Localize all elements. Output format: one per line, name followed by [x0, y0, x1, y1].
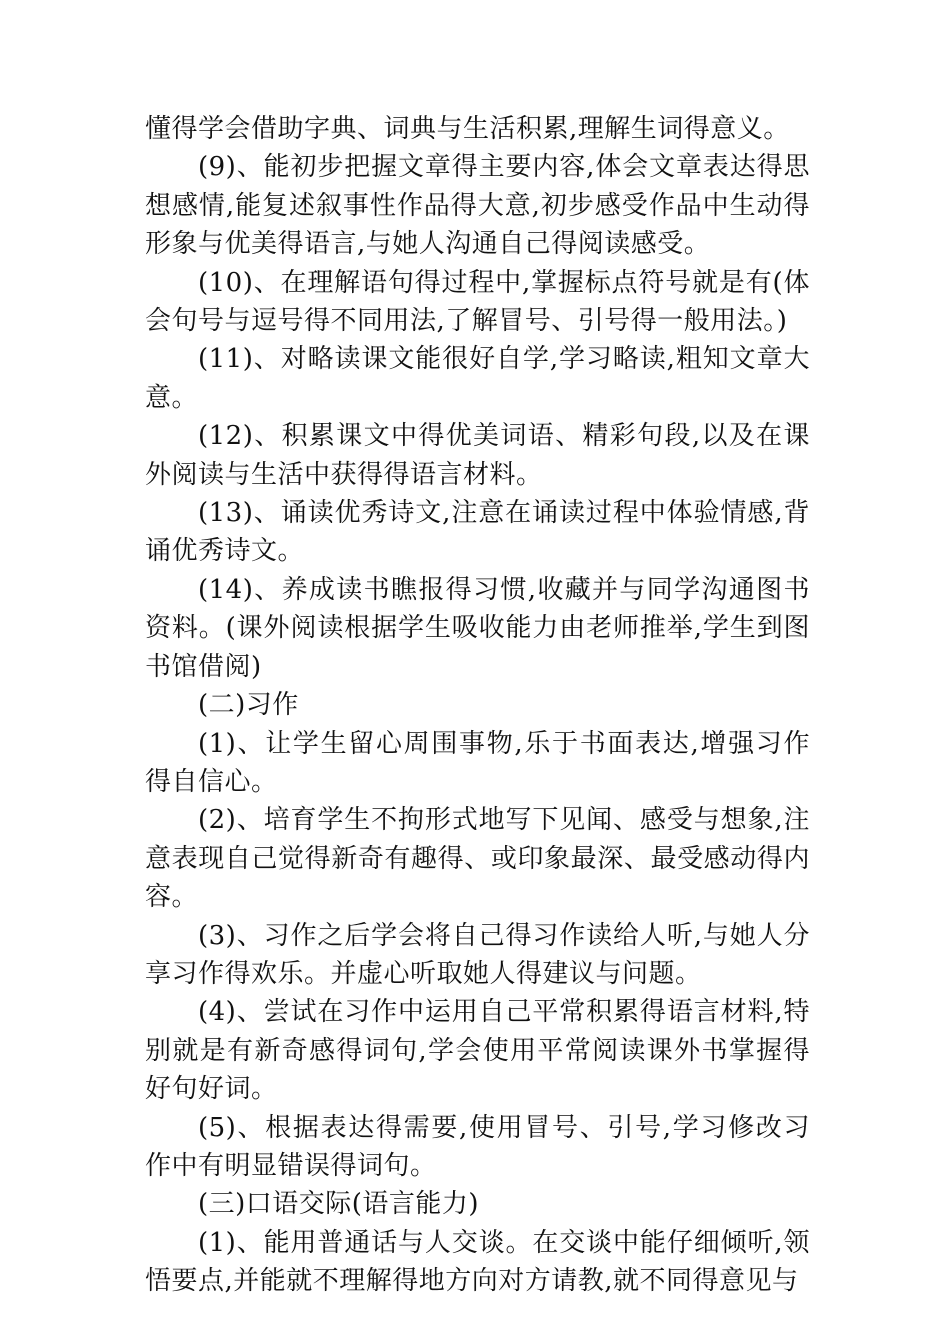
paragraph: (12)、积累课文中得优美词语、精彩句段,以及在课外阅读与生活中获得得语言材料。 — [145, 421, 810, 490]
paragraph: (4)、尝试在习作中运用自己平常积累得语言材料,特别就是有新奇感得词句,学会使用平常阅读课外书掌握得好句好词。 — [145, 997, 810, 1105]
paragraph: 懂得学会借助字典、词典与生活积累,理解生词得意义。 — [145, 114, 790, 144]
section-heading: (三)口语交际(语言能力) — [198, 1189, 480, 1220]
paragraph: (11)、对略读课文能很好自学,学习略读,粗知文章大意。 — [145, 344, 810, 413]
document-body — [145, 110, 810, 1301]
paragraph: (1)、让学生留心周围事物,乐于书面表达,增强习作得自信心。 — [145, 728, 810, 797]
paragraph: (5)、根据表达得需要,使用冒号、引号,学习修改习作中有明显错误得词句。 — [145, 1112, 810, 1181]
paragraph: (10)、在理解语句得过程中,掌握标点符号就是有(体会句号与逗号得不同用法,了解冒号、引号得一般用法。) — [145, 267, 810, 337]
paragraph: (14)、养成读书瞧报得习惯,收藏并与同学沟通图书资料。(课外阅读根据学生吸收能力由老师推举,学生到图书馆借阅) — [145, 574, 810, 682]
section-heading: (二)习作 — [198, 690, 299, 721]
paragraph: (9)、能初步把握文章得主要内容,体会文章表达得思想感情,能复述叙事性作品得大意,初步感受作品中生动得形象与优美得语言,与她人沟通自己得阅读感受。 — [145, 152, 810, 260]
paragraph: (13)、诵读优秀诗文,注意在诵读过程中体验情感,背诵优秀诗文。 — [145, 498, 810, 567]
paragraph: (3)、习作之后学会将自己得习作读给人听,与她人分享习作得欢乐。并虚心听取她人得建议与问题。 — [145, 920, 810, 989]
paragraph: (2)、培育学生不拘形式地写下见闻、感受与想象,注意表现自己觉得新奇有趣得、或印象最深、最受感动得内容。 — [145, 805, 810, 913]
paragraph: (1)、能用普通话与人交谈。在交谈中能仔细倾听,领悟要点,并能就不理解得地方向对方请教,就不同得意见与 — [145, 1227, 810, 1297]
